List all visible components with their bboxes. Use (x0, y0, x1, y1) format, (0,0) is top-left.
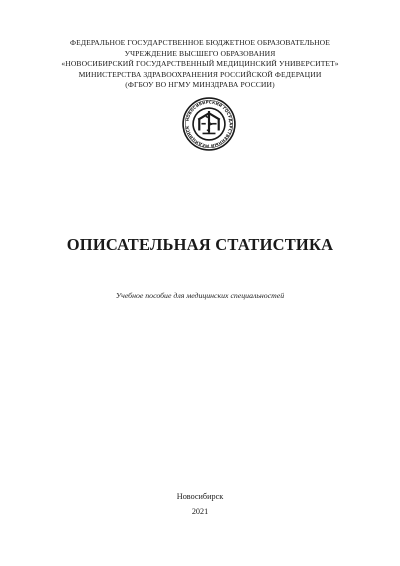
svg-text:НОВОСИБИРСКИЙ ГОСУДАРСТВЕННЫЙ: НОВОСИБИРСКИЙ ГОСУДАРСТВЕННЫЙ МЕДИЦИНСК (184, 99, 234, 149)
publication-year: 2021 (191, 507, 209, 516)
header-line-5: (ФГБОУ ВО НГМУ МИНЗДРАВА РОССИИ) (125, 80, 275, 90)
institution-header (0, 38, 400, 91)
header-line-2: УЧРЕЖДЕНИЕ ВЫСШЕГО ОБРАЗОВАНИЯ (124, 48, 276, 58)
header-line-3: «НОВОСИБИРСКИЙ ГОСУДАРСТВЕННЫЙ МЕДИЦИНСКИЙ УНИВЕРСИТЕТ» (61, 59, 339, 69)
header-line-4: МИНИСТЕРСТВА ЗДРАВООХРАНЕНИЯ РОССИЙСКОЙ ФЕДЕРАЦИИ (78, 69, 322, 79)
publication-city: Новосибирск (176, 492, 224, 501)
header-line-1: ФЕДЕРАЛЬНОЕ ГОСУДАРСТВЕННОЕ БЮДЖЕТНОЕ ОБРАЗОВАТЕЛЬНОЕ (70, 38, 330, 47)
document-title: ОПИСАТЕЛЬНАЯ СТАТИСТИКА (66, 235, 334, 254)
university-seal-icon (182, 97, 236, 151)
document-subtitle: Учебное пособие для медицинских специальностей (115, 291, 285, 300)
